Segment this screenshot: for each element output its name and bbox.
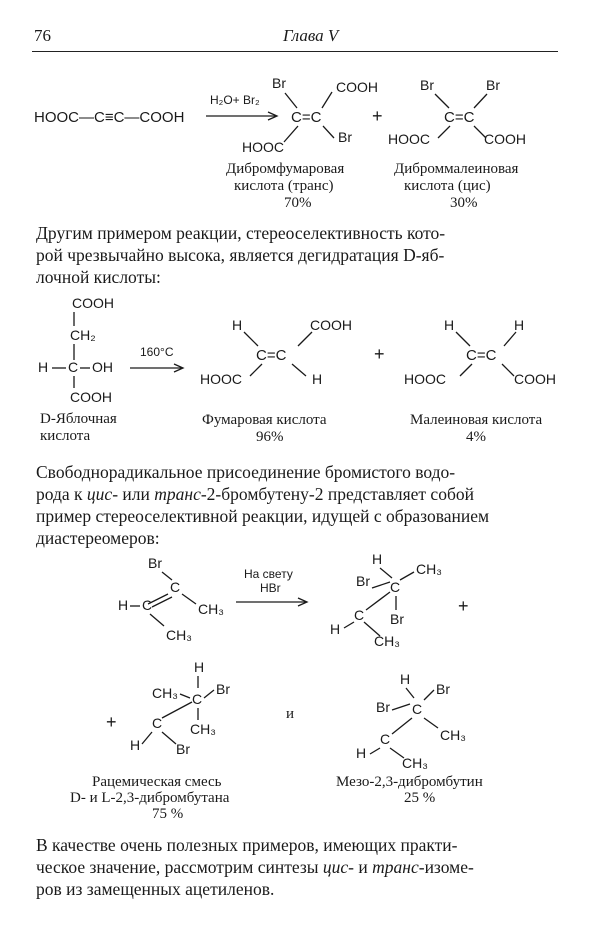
atom-cooh: COOH — [310, 317, 352, 333]
atom-oh: OH — [92, 359, 113, 375]
bond — [142, 732, 152, 744]
bond — [424, 690, 434, 700]
bond — [250, 364, 262, 376]
atom-br: Br — [390, 611, 404, 627]
product2-yield: 4% — [466, 429, 486, 445]
atom-hooc: HOOC — [200, 371, 242, 387]
product2-name-line1: Диброммалеиновая — [394, 161, 519, 177]
atom-h: H — [312, 371, 323, 387]
atom-h: H — [372, 551, 383, 567]
product1-name: Фумаровая кислота — [202, 412, 327, 428]
text-line: Другим примером реакции, стереоселективность кото- — [36, 223, 446, 243]
atom-c: C — [142, 597, 153, 613]
bond — [180, 694, 190, 698]
reactant-name-line2: кислота — [40, 428, 91, 444]
product2-name: Малеиновая кислота — [410, 412, 543, 428]
double-bond-c-c: C=C — [466, 347, 497, 364]
product1-yield: 96% — [256, 429, 284, 445]
atom-c: C — [380, 731, 391, 747]
atom-br: Br — [376, 699, 390, 715]
product2-name-line2: кислота (цис) — [404, 178, 491, 194]
atom-cooh: COOH — [336, 79, 378, 95]
paragraph-dehydration — [36, 222, 562, 288]
atom-ch3: CH₃ — [416, 561, 442, 577]
racemic-yield: 75 % — [152, 806, 184, 818]
product1-name-line2: кислота (транс) — [234, 178, 334, 194]
plus-sign: + — [372, 106, 383, 126]
scheme-hbr-addition — [0, 548, 600, 818]
atom-br: Br — [486, 77, 500, 93]
scheme-malic-acid-dehydration — [0, 288, 600, 450]
atom-br: Br — [272, 75, 286, 91]
bond — [380, 568, 392, 578]
atom-ch3: CH₃ — [198, 601, 224, 617]
bond — [323, 126, 334, 138]
text-line: Свободнорадикальное присоединение бромистого водо- — [36, 462, 456, 482]
bond — [456, 332, 470, 346]
product1-name-line1: Дибромфумаровая — [226, 161, 345, 177]
bond — [152, 597, 172, 607]
atom-c: C — [170, 579, 181, 595]
reagent-label: H₂O+ Br₂ — [210, 93, 260, 107]
product1-yield: 70% — [284, 195, 312, 210]
bond — [435, 94, 449, 108]
text-line: рода к цис- или транс-2-бромбутену-2 представляет собой — [36, 484, 474, 504]
atom-h: H — [356, 745, 367, 761]
atom-br: Br — [216, 681, 230, 697]
atom-cooh: COOH — [72, 295, 114, 311]
page-number: 76 — [34, 26, 51, 45]
atom-cooh: COOH — [484, 131, 526, 147]
atom-ch2: CH₂ — [70, 327, 96, 343]
and-word: и — [286, 706, 295, 722]
bond — [298, 332, 312, 346]
atom-ch3: CH₃ — [374, 633, 400, 649]
atom-ch3: CH₃ — [166, 627, 192, 643]
meso-label: Мезо-2,3-дибромбутин — [336, 774, 483, 790]
atom-h: H — [330, 621, 341, 637]
atom-h: H — [118, 597, 129, 613]
bond — [244, 332, 258, 346]
bond — [344, 622, 354, 628]
text-line: диастереомеров: — [36, 528, 160, 548]
atom-ch3: CH₃ — [190, 721, 216, 737]
text-line: рой чрезвычайно высока, является дегидратация D-яб- — [36, 245, 445, 265]
atom-br: Br — [148, 555, 162, 571]
text-line: ров из замещенных ацетиленов. — [36, 879, 275, 899]
atom-br: Br — [436, 681, 450, 697]
bond — [370, 748, 380, 754]
bond — [322, 92, 332, 108]
plus-sign: + — [374, 344, 385, 364]
double-bond-c-c: C=C — [256, 347, 287, 364]
paragraph-examples — [36, 834, 562, 900]
condition-label: 160°C — [140, 345, 174, 359]
condition-line2: HBr — [260, 581, 281, 595]
atom-cooh: COOH — [514, 371, 556, 387]
atom-h: H — [38, 359, 49, 375]
atom-c: C — [68, 359, 79, 375]
text-line: пример стереоселективной реакции, идущей с образованием — [36, 506, 490, 526]
atom-cooh: COOH — [70, 389, 112, 405]
bond — [150, 614, 164, 626]
bond — [424, 718, 438, 728]
product2-yield: 30% — [450, 195, 478, 210]
bond — [460, 364, 472, 376]
atom-hooc: HOOC — [388, 131, 430, 147]
paragraph-radical-addition — [36, 461, 562, 549]
atom-br: Br — [420, 77, 434, 93]
bond — [182, 594, 196, 604]
bond — [392, 718, 412, 734]
bond — [392, 704, 410, 710]
atom-ch3: CH₃ — [402, 755, 428, 771]
double-bond-c-c: C=C — [444, 109, 475, 126]
atom-hooc: HOOC — [242, 139, 284, 155]
atom-c: C — [152, 715, 163, 731]
atom-br: Br — [338, 129, 352, 145]
atom-h: H — [194, 659, 205, 675]
plus-sign: + — [458, 596, 469, 616]
meso-yield: 25 % — [404, 790, 436, 806]
bond — [502, 364, 514, 376]
atom-h: H — [444, 317, 455, 333]
bond — [292, 364, 306, 376]
atom-ch3: CH₃ — [440, 727, 466, 743]
bond — [400, 572, 414, 580]
bond — [366, 592, 390, 610]
atom-c: C — [354, 607, 365, 623]
reactant-name-line1: D-Яблочная — [40, 411, 117, 427]
atom-c: C — [192, 691, 203, 707]
bond — [162, 702, 192, 718]
reactant-formula: HOOC—C≡C—COOH — [34, 109, 185, 126]
atom-h: H — [514, 317, 525, 333]
bond — [284, 126, 298, 142]
bond — [204, 690, 214, 698]
bond — [372, 582, 390, 588]
bond — [162, 732, 176, 744]
text-line: В качестве очень полезных примеров, имеющих практи- — [36, 835, 458, 855]
bond — [504, 332, 516, 346]
text-line: лочной кислоты: — [36, 267, 161, 287]
scheme-acetylenedicarboxylic-bromination — [0, 60, 600, 210]
chapter-title: Глава V — [283, 26, 339, 45]
bond — [406, 688, 414, 698]
atom-br: Br — [356, 573, 370, 589]
text-line: ческое значение, рассмотрим синтезы цис- и транс-изоме- — [36, 857, 474, 877]
atom-h: H — [400, 671, 411, 687]
condition-line1: На свету — [244, 567, 293, 581]
racemic-label-line1: Рацемическая смесь — [92, 774, 222, 790]
bond — [285, 93, 297, 108]
text-fragment: D-яб- — [403, 245, 445, 265]
atom-c: C — [390, 579, 401, 595]
atom-c: C — [412, 701, 423, 717]
atom-h: H — [130, 737, 141, 753]
atom-br: Br — [176, 741, 190, 757]
double-bond-c-c: C=C — [291, 109, 322, 126]
atom-h: H — [232, 317, 243, 333]
atom-ch3: CH₃ — [152, 685, 178, 701]
plus-sign: + — [106, 712, 117, 732]
bond — [474, 94, 487, 108]
header-rule — [32, 51, 558, 52]
bond — [438, 126, 450, 138]
atom-hooc: HOOC — [404, 371, 446, 387]
racemic-label-line2: D- и L-2,3-дибромбутана — [70, 790, 230, 806]
